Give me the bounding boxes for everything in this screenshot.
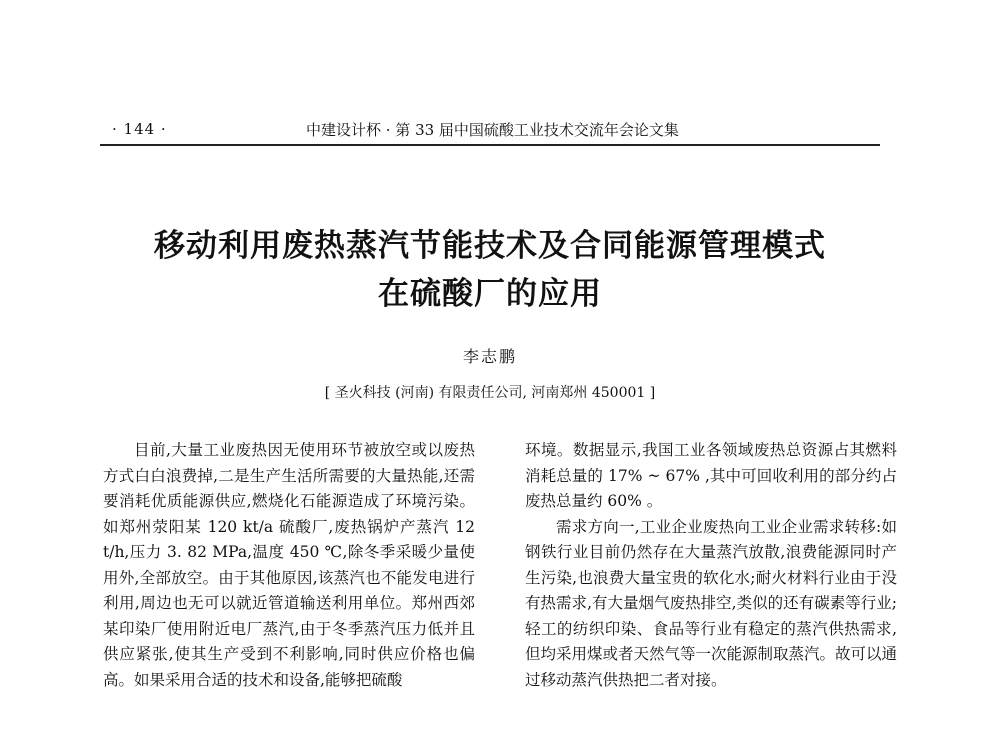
body-paragraph: 目前,大量工业废热因无使用环节被放空或以废热方式白白浪费掉,二是生产生活所需要的大量热能,还需要消耗优质能源供应,燃烧化石能源造成了环境污染。如郑州荥阳某 120 kt/a 硫酸厂,废热锅炉产蒸汽 12 t/h,压力 3. 82 MPa,温度 450 ℃,除冬季采暖少量使用外,全部放空。由于其他原因,该蒸汽也不能发电进行利用,周边也无可以就近管道输送利用单位。郑州西郊某印染厂使用附近电厂蒸汽,由于冬季蒸汽压力低并且供应紧张,使其生产受到不利影响,同时供应价格也偏高。如果采用合适的技术和设备,能够把硫酸 [103,441,475,689]
title-line-2: 在硫酸厂的应用 [378,276,602,312]
title-line-1: 移动利用废热蒸汽节能技术及合同能源管理模式 [154,228,826,264]
body-column-right [525,438,897,693]
article-title [100,222,880,318]
author-name: 李志鹏 [462,347,517,366]
running-header: 中建设计杯 · 第 33 届中国硫酸工业技术交流年会论文集 [306,121,679,139]
page-number: · 144 · [112,120,167,138]
author-affiliation: [ 圣火科技 (河南) 有限责任公司, 河南郑州 450001 ] [324,385,656,401]
header-divider [100,144,880,146]
body-paragraph: 需求方向一,工业企业废热向工业企业需求转移:如钢铁行业目前仍然存在大量蒸汽放散,浪费能源同时产生污染,也浪费大量宝贵的软化水;耐火材料行业由于没有热需求,有大量烟气废热排空,类似的还有碳素等行业;轻工的纺织印染、食品等行业有稳定的蒸汽供热需求,但均采用煤或者天然气等一次能源制取蒸汽。故可以通过移动蒸汽供热把二者对接。 [525,517,898,689]
body-column-left [103,438,475,693]
body-paragraph: 环境。数据显示,我国工业各领域废热总资源占其燃料消耗总量的 17% ~ 67% ,其中可回收利用的部分约占废热总量约 60% 。 [525,441,897,510]
